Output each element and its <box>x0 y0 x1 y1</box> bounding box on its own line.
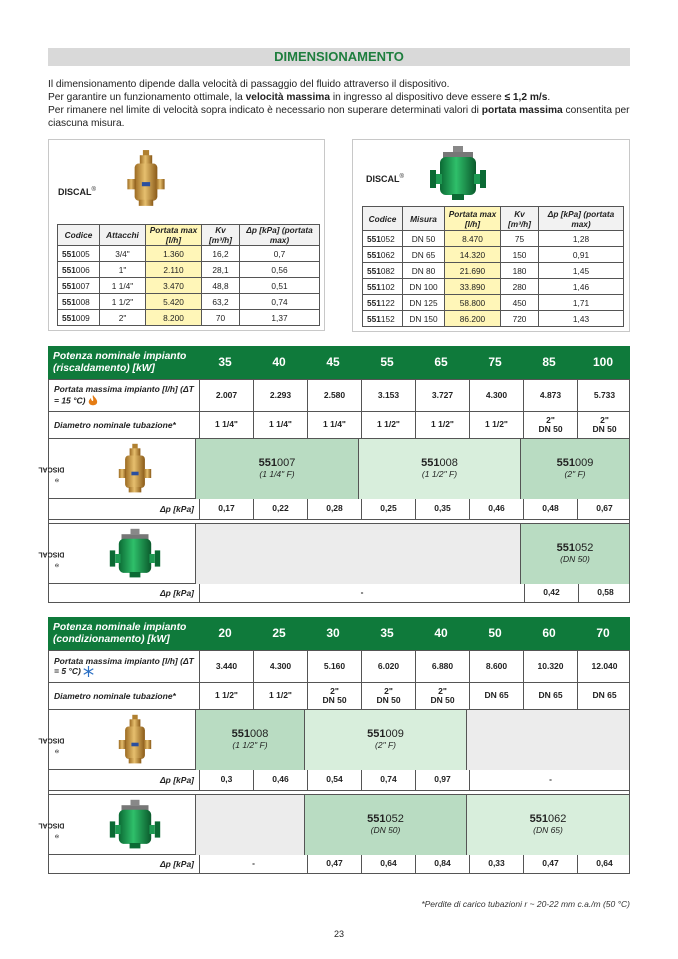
table-cell: 551007 <box>58 278 100 294</box>
band-size: (2" F) <box>564 469 586 479</box>
discal-vertical-label: DISCAL ® <box>38 821 65 839</box>
pipe-cell: 1 1/2" <box>469 412 523 438</box>
table-cell: 0,51 <box>240 278 320 294</box>
cooling-pipe-row <box>49 683 629 710</box>
table-cell: 280 <box>501 279 539 295</box>
table-cell: 551005 <box>58 246 100 262</box>
flame-icon <box>88 395 98 407</box>
dp-cell: 0,47 <box>523 855 577 873</box>
pipe-label: Diametro nominale tubazione* <box>54 419 176 430</box>
col-header: Portata max [l/h] <box>146 225 202 246</box>
table-cell: 0,74 <box>240 294 320 310</box>
table-cell: DN 100 <box>403 279 445 295</box>
power-cell: 75 <box>488 354 502 369</box>
flow-cell: 2.007 <box>199 380 253 411</box>
band-empty <box>195 524 520 584</box>
pipe-cell: DN 65 <box>469 683 523 709</box>
band-empty <box>466 710 629 770</box>
power-cell: 100 <box>592 354 614 369</box>
band-551062 <box>466 795 629 855</box>
heating-dp-row-2 <box>49 584 629 602</box>
dp-cell: - <box>469 770 631 790</box>
dp-cell: 0,33 <box>469 855 523 873</box>
band-code: 551007 <box>258 457 296 469</box>
flow-cell: 6.880 <box>415 651 469 682</box>
heating-power-row <box>48 346 630 379</box>
table-cell: 5.420 <box>146 294 202 310</box>
dp-cell: 0,67 <box>577 499 631 519</box>
snowflake-icon <box>83 666 94 677</box>
pipe-cell: 1 1/4" <box>199 412 253 438</box>
table-cell: 8.200 <box>146 310 202 326</box>
table-cell: 1,46 <box>539 279 624 295</box>
table-cell: 28,1 <box>202 262 240 278</box>
footnote: *Perdite di carico tubazioni r ~ 20-22 mm c.a./m (50 °C) <box>421 899 630 909</box>
dp-cell: 0,17 <box>199 499 253 519</box>
band-551009 <box>520 439 629 499</box>
dp-cell: 0,58 <box>578 584 632 602</box>
intro-line-3: Per rimanere nel limite di velocità sopra indicato è necessario non superare determinati valori di portata massima consentita per ciascuna misura. <box>48 105 630 129</box>
discal-green-image <box>107 527 163 581</box>
power-cell: 85 <box>542 354 556 369</box>
spec-table-green <box>362 206 624 327</box>
band-code: 551009 <box>367 728 404 740</box>
product-label: DISCAL® <box>58 187 96 197</box>
power-cell: 35 <box>380 625 394 640</box>
pipe-cell: 1 1/4" <box>253 412 307 438</box>
flow-cell: 5.733 <box>577 380 631 411</box>
spec-table-brass <box>57 224 320 326</box>
discal-vertical-label: DISCAL ® <box>38 550 65 568</box>
intro-text <box>48 78 633 130</box>
band-code: 551052 <box>367 813 404 825</box>
heating-pipe-row <box>49 412 629 439</box>
product-card-brass <box>48 139 325 331</box>
table-row <box>58 278 320 294</box>
table-cell: 551082 <box>363 263 403 279</box>
table-cell: 86.200 <box>445 311 501 327</box>
table-row <box>363 231 624 247</box>
table-cell: 1,28 <box>539 231 624 247</box>
dp-label: Δp [kPa] <box>159 858 194 869</box>
discal-brass-image <box>115 713 155 767</box>
table-cell: 14.320 <box>445 247 501 263</box>
band-size: (1 1/4" F) <box>259 469 295 479</box>
discal-brass-image <box>124 148 168 210</box>
pipe-cell: 2" DN 50 <box>523 412 577 438</box>
flow-cell: 3.727 <box>415 380 469 411</box>
table-cell: 8.470 <box>445 231 501 247</box>
table-row <box>58 310 320 326</box>
dp-cell: 0,3 <box>199 770 253 790</box>
table-cell: 551102 <box>363 279 403 295</box>
table-cell: 1.360 <box>146 246 202 262</box>
table-cell: 551122 <box>363 295 403 311</box>
dp-cell: 0,46 <box>469 499 523 519</box>
table-cell: 1 1/4" <box>100 278 146 294</box>
table-cell: 551009 <box>58 310 100 326</box>
page-number: 23 <box>333 929 344 939</box>
band-551009 <box>304 710 466 770</box>
heating-body <box>38 379 630 603</box>
discal-vertical-label: DISCAL ® <box>38 736 65 754</box>
table-cell: 150 <box>501 247 539 263</box>
table-cell: 75 <box>501 231 539 247</box>
flow-cell: 8.600 <box>469 651 523 682</box>
band-code: 551008 <box>421 457 458 469</box>
col-header: Δp [kPa] (portata max) <box>240 225 320 246</box>
cooling-flow-row <box>49 651 629 683</box>
table-cell: 70 <box>202 310 240 326</box>
intro-line-2: Per garantire un funzionamento ottimale, la velocità massima in ingresso al dispositivo deve essere ≤ 1,2 m/s. <box>48 92 551 103</box>
heating-flow-row <box>49 380 629 412</box>
table-cell: 63,2 <box>202 294 240 310</box>
dp-cell: 0,47 <box>307 855 361 873</box>
table-row <box>58 246 320 262</box>
col-header: Δp [kPa] (portata max) <box>539 207 624 231</box>
band-code: 551008 <box>231 728 269 740</box>
table-row <box>58 294 320 310</box>
flow-cell: 2.580 <box>307 380 361 411</box>
band-code: 551009 <box>556 457 594 469</box>
band-empty <box>195 795 304 855</box>
heating-dp-row-1 <box>49 499 629 520</box>
band-551008 <box>358 439 520 499</box>
table-cell: 58.800 <box>445 295 501 311</box>
dp-cell: - <box>199 855 307 873</box>
pipe-cell: DN 65 <box>577 683 631 709</box>
discal-vertical-label: DISCAL ® <box>38 465 65 483</box>
table-cell: 551152 <box>363 311 403 327</box>
heating-sizing-table <box>38 346 630 603</box>
flow-label: Portata massima impianto [l/h] (ΔT = 15 °C) <box>54 384 194 405</box>
table-cell: 48,8 <box>202 278 240 294</box>
band-551007 <box>195 439 358 499</box>
band-size: (1 1/2" F) <box>232 740 268 750</box>
col-header: Portata max [l/h] <box>445 207 501 231</box>
table-cell: 551062 <box>363 247 403 263</box>
table-cell: 33.890 <box>445 279 501 295</box>
flow-cell: 4.873 <box>523 380 577 411</box>
band-size: (DN 65) <box>533 825 563 835</box>
col-header: Misura <box>403 207 445 231</box>
product-card-green <box>352 139 630 332</box>
power-cell: 20 <box>218 625 232 640</box>
table-cell: 3/4" <box>100 246 146 262</box>
discal-green-image <box>427 144 489 204</box>
table-cell: 551052 <box>363 231 403 247</box>
table-cell: 551006 <box>58 262 100 278</box>
dp-cell: 0,64 <box>577 855 631 873</box>
table-cell: 1,37 <box>240 310 320 326</box>
cooling-sizing-table <box>38 617 630 874</box>
flow-cell: 4.300 <box>253 651 307 682</box>
band-size: (1 1/2" F) <box>421 469 458 479</box>
dp-cell: 0,22 <box>253 499 307 519</box>
table-cell: 1 1/2" <box>100 294 146 310</box>
table-cell: 16,2 <box>202 246 240 262</box>
power-cell: 45 <box>326 354 340 369</box>
table-cell: DN 150 <box>403 311 445 327</box>
table-cell: 0,56 <box>240 262 320 278</box>
table-cell: DN 65 <box>403 247 445 263</box>
dp-label: Δp [kPa] <box>159 503 194 514</box>
table-cell: 21.690 <box>445 263 501 279</box>
cooling-dp-row-1 <box>49 770 629 791</box>
table-row <box>363 247 624 263</box>
col-header: Codice <box>363 207 403 231</box>
pipe-label: Diametro nominale tubazione* <box>54 690 176 701</box>
dp-cell: 0,28 <box>307 499 361 519</box>
pipe-cell: 1 1/2" <box>199 683 253 709</box>
band-size: (DN 50) <box>370 825 401 835</box>
dp-cell: 0,35 <box>415 499 469 519</box>
dp-cell: 0,64 <box>361 855 415 873</box>
dp-label: Δp [kPa] <box>159 774 194 785</box>
table-cell: DN 50 <box>403 231 445 247</box>
table-cell: 720 <box>501 311 539 327</box>
flow-cell: 3.153 <box>361 380 415 411</box>
dp-cell: 0,54 <box>307 770 361 790</box>
intro-line-1: Il dimensionamento dipende dalla velocità di passaggio del fluido attraverso il dispositivo. <box>48 79 450 90</box>
heating-power-label: Potenza nominale impianto (riscaldamento) [kW] <box>53 351 187 374</box>
flow-label: Portata massima impianto [l/h] (ΔT = 5 °C) <box>54 655 194 677</box>
dp-cell: 0,84 <box>415 855 469 873</box>
band-551008 <box>195 710 304 770</box>
table-cell: 1,45 <box>539 263 624 279</box>
dp-label: Δp [kPa] <box>159 587 194 598</box>
dp-cell: 0,48 <box>523 499 577 519</box>
flow-cell: 3.440 <box>199 651 253 682</box>
power-cell: 65 <box>434 354 448 369</box>
col-header: Kv [m³/h] <box>202 225 240 246</box>
table-cell: 450 <box>501 295 539 311</box>
discal-green-image <box>107 798 163 852</box>
power-cell: 70 <box>596 625 610 640</box>
flow-cell: 10.320 <box>523 651 577 682</box>
table-cell: 3.470 <box>146 278 202 294</box>
table-row <box>363 279 624 295</box>
power-cell: 55 <box>380 354 394 369</box>
table-cell: 1" <box>100 262 146 278</box>
dp-cell: 0,97 <box>415 770 469 790</box>
dp-cell: - <box>199 584 524 602</box>
power-cell: 25 <box>272 625 286 640</box>
pipe-cell: 1 1/2" <box>253 683 307 709</box>
band-code: 551052 <box>556 542 594 554</box>
table-row <box>363 295 624 311</box>
table-cell: DN 80 <box>403 263 445 279</box>
table-row <box>58 262 320 278</box>
dp-cell: 0,42 <box>524 584 578 602</box>
table-cell: 1,43 <box>539 311 624 327</box>
flow-cell: 6.020 <box>361 651 415 682</box>
page-title: DIMENSIONAMENTO <box>48 48 630 66</box>
col-header: Attacchi <box>100 225 146 246</box>
table-cell: 180 <box>501 263 539 279</box>
band-code: 551062 <box>529 813 567 825</box>
pipe-cell: 1 1/4" <box>307 412 361 438</box>
col-header: Kv [m³/h] <box>501 207 539 231</box>
band-551052 <box>520 524 629 584</box>
col-header: Codice <box>58 225 100 246</box>
pipe-cell: 1 1/2" <box>361 412 415 438</box>
table-row <box>363 263 624 279</box>
cooling-body <box>38 650 630 874</box>
table-cell: 0,7 <box>240 246 320 262</box>
pipe-cell: 2" DN 50 <box>361 683 415 709</box>
power-cell: 50 <box>488 625 502 640</box>
cooling-power-label: Potenza nominale impianto (condizionamento) [kW] <box>53 622 187 645</box>
pipe-cell: 2" DN 50 <box>307 683 361 709</box>
pipe-cell: DN 65 <box>523 683 577 709</box>
power-cell: 60 <box>542 625 556 640</box>
cooling-dp-row-2 <box>49 855 629 873</box>
table-cell: 2.110 <box>146 262 202 278</box>
flow-cell: 12.040 <box>577 651 631 682</box>
dp-cell: 0,25 <box>361 499 415 519</box>
flow-cell: 2.293 <box>253 380 307 411</box>
table-cell: 0,91 <box>539 247 624 263</box>
product-label: DISCAL® <box>366 174 404 184</box>
power-cell: 35 <box>218 354 232 369</box>
band-551052 <box>304 795 466 855</box>
power-cell: 40 <box>272 354 286 369</box>
discal-brass-image <box>115 442 155 496</box>
table-row <box>363 311 624 327</box>
table-cell: 551008 <box>58 294 100 310</box>
flow-cell: 4.300 <box>469 380 523 411</box>
pipe-cell: 1 1/2" <box>415 412 469 438</box>
power-cell: 40 <box>434 625 448 640</box>
power-cell: 30 <box>326 625 340 640</box>
table-cell: 2" <box>100 310 146 326</box>
band-size: (DN 50) <box>560 554 590 564</box>
cooling-power-row <box>48 617 630 650</box>
table-cell: DN 125 <box>403 295 445 311</box>
flow-cell: 5.160 <box>307 651 361 682</box>
pipe-cell: 2" DN 50 <box>415 683 469 709</box>
dp-cell: 0,74 <box>361 770 415 790</box>
table-cell: 1,71 <box>539 295 624 311</box>
band-size: (2" F) <box>375 740 396 750</box>
dp-cell: 0,46 <box>253 770 307 790</box>
pipe-cell: 2" DN 50 <box>577 412 631 438</box>
